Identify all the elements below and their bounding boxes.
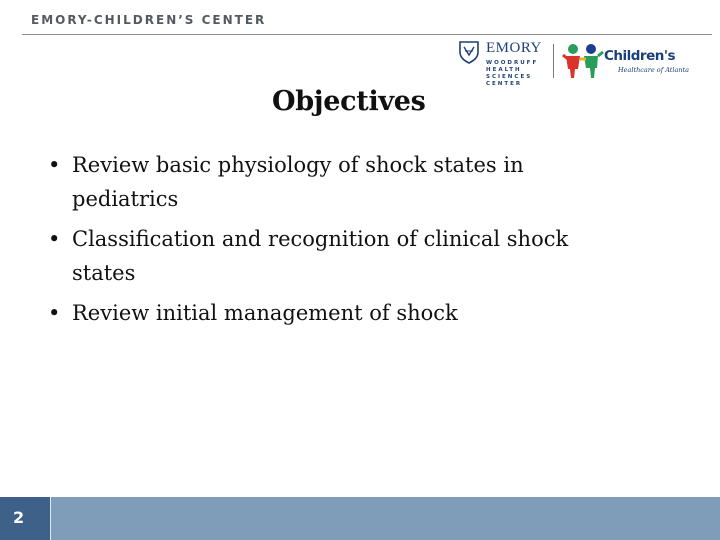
bullet-icon: • bbox=[48, 153, 61, 177]
emory-shield-icon bbox=[458, 40, 480, 64]
emory-subtext: WOODRUFF HEALTH SCIENCES CENTER bbox=[486, 60, 539, 87]
footer-separator bbox=[50, 497, 51, 540]
emory-logo bbox=[458, 40, 542, 92]
childrens-wordmark: Children's bbox=[604, 48, 676, 64]
header-divider bbox=[22, 34, 712, 35]
objectives-list bbox=[48, 148, 668, 330]
bullet-icon: • bbox=[48, 301, 61, 325]
childrens-figures-icon bbox=[562, 42, 604, 80]
slide-title: Objectives bbox=[272, 86, 426, 117]
list-item bbox=[48, 296, 668, 330]
footer-bar bbox=[0, 497, 720, 540]
childrens-tagline: Healthcare of Atlanta bbox=[618, 66, 690, 74]
list-item-text: Classification and recognition of clinical shock states bbox=[72, 227, 569, 285]
logo-divider bbox=[553, 44, 554, 78]
emory-wordmark: EMORY bbox=[486, 40, 542, 56]
list-item bbox=[48, 222, 668, 290]
header-org-name: EMORY-CHILDREN’S CENTER bbox=[31, 13, 267, 27]
childrens-logo bbox=[562, 42, 690, 80]
list-item-text: Review initial management of shock bbox=[72, 301, 458, 325]
list-item bbox=[48, 148, 668, 216]
bullet-icon: • bbox=[48, 227, 61, 251]
page-number: 2 bbox=[13, 508, 25, 527]
list-item-text: Review basic physiology of shock states in pediatrics bbox=[72, 153, 524, 211]
page-number-box bbox=[0, 497, 50, 540]
